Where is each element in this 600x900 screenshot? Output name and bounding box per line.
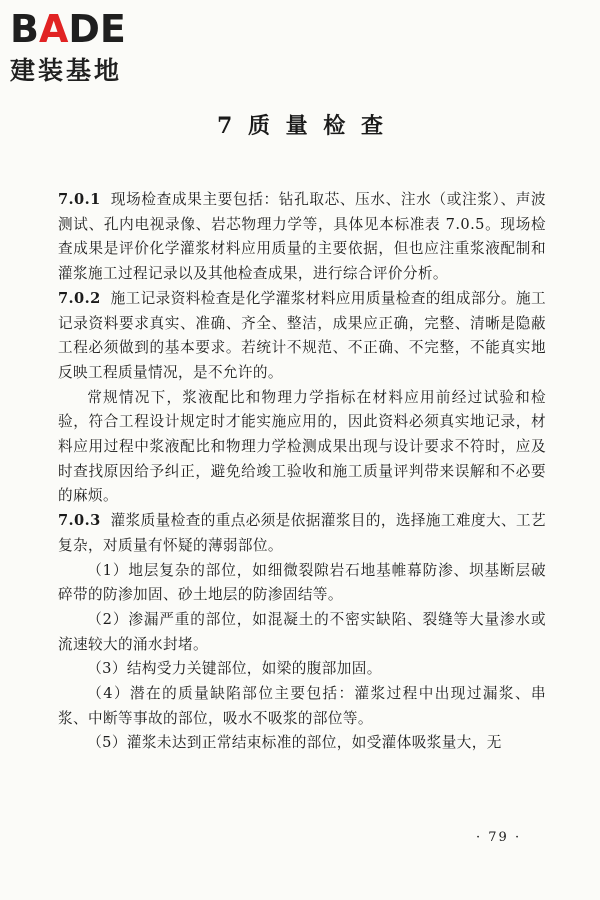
watermark-brand: BADE	[10, 7, 126, 51]
clause-number: 7.0.1	[58, 191, 101, 208]
clause-number: 7.0.3	[58, 512, 101, 530]
chapter-title: 7 质 量 检 查	[217, 113, 387, 139]
paragraph-7-0-1	[58, 188, 546, 287]
paragraph-text: 施工记录资料检查是化学灌浆材料应用质量检查的组成部分。施工记录资料要求真实、准确、齐全、整洁，成果应正确，完整、清晰是隐蔽工程必须做到的基本要求。若统计不规范、不正确、不完整，不能真实地反映工程质量情况，是不允许的。	[58, 289, 546, 381]
paragraph-record-note: 常规情况下，浆液配比和物理力学指标在材料应用前经过试验和检验，符合工程设计规定时才能实施应用的，因此资料必须真实地记录，材料应用过程中浆液配比和物理力学检测成果出现与设计要求不符时，应及时查找原因给予纠正，避免给竣工验收和施工质量评判带来误解和不必要的麻烦。	[58, 388, 546, 505]
watermark-subtitle: 建装基地	[10, 56, 123, 85]
paragraph-text: 现场检查成果主要包括：钻孔取芯、压水、注水（或注浆）、声波测试、孔内电视录像、岩芯物理力学等，具体见本标准表 7.0.5。现场检查成果是评价化学灌浆材料应用质量的主要依据，但也应注重浆液配制和灌浆施工过程记录以及其他检查成果，进行综合评价分析。	[58, 191, 546, 283]
paragraph-text: 灌浆质量检查的重点必须是依据灌浆目的，选择施工难度大、工艺复杂，对质量有怀疑的薄弱部位。	[58, 512, 546, 554]
body-text	[58, 188, 546, 756]
list-item-2: （2）渗漏严重的部位，如混凝土的不密实缺陷、裂缝等大量渗水或流速较大的涌水封堵。	[58, 610, 546, 653]
list-item-5: （5）灌浆未达到正常结束标准的部位，如受灌体吸浆量大，无	[87, 734, 502, 752]
clause-number: 7.0.2	[58, 289, 101, 307]
bade-watermark-logo	[10, 8, 185, 88]
list-item-1: （1）地层复杂的部位，如细微裂隙岩石地基帷幕防渗、坝基断层破碎带的防渗加固、砂土地层的防渗固结等。	[58, 561, 546, 604]
list-item-4: （4）潜在的质量缺陷部位主要包括：灌浆过程中出现过漏浆、串浆、中断等事故的部位，吸水不吸浆的部位等。	[58, 685, 546, 727]
list-item-3: （3）结构受力关键部位，如梁的腹部加固。	[87, 660, 382, 678]
paragraph-7-0-2	[58, 287, 546, 386]
paragraph-7-0-3	[58, 509, 546, 558]
page-number: · 79 ·	[476, 830, 522, 845]
